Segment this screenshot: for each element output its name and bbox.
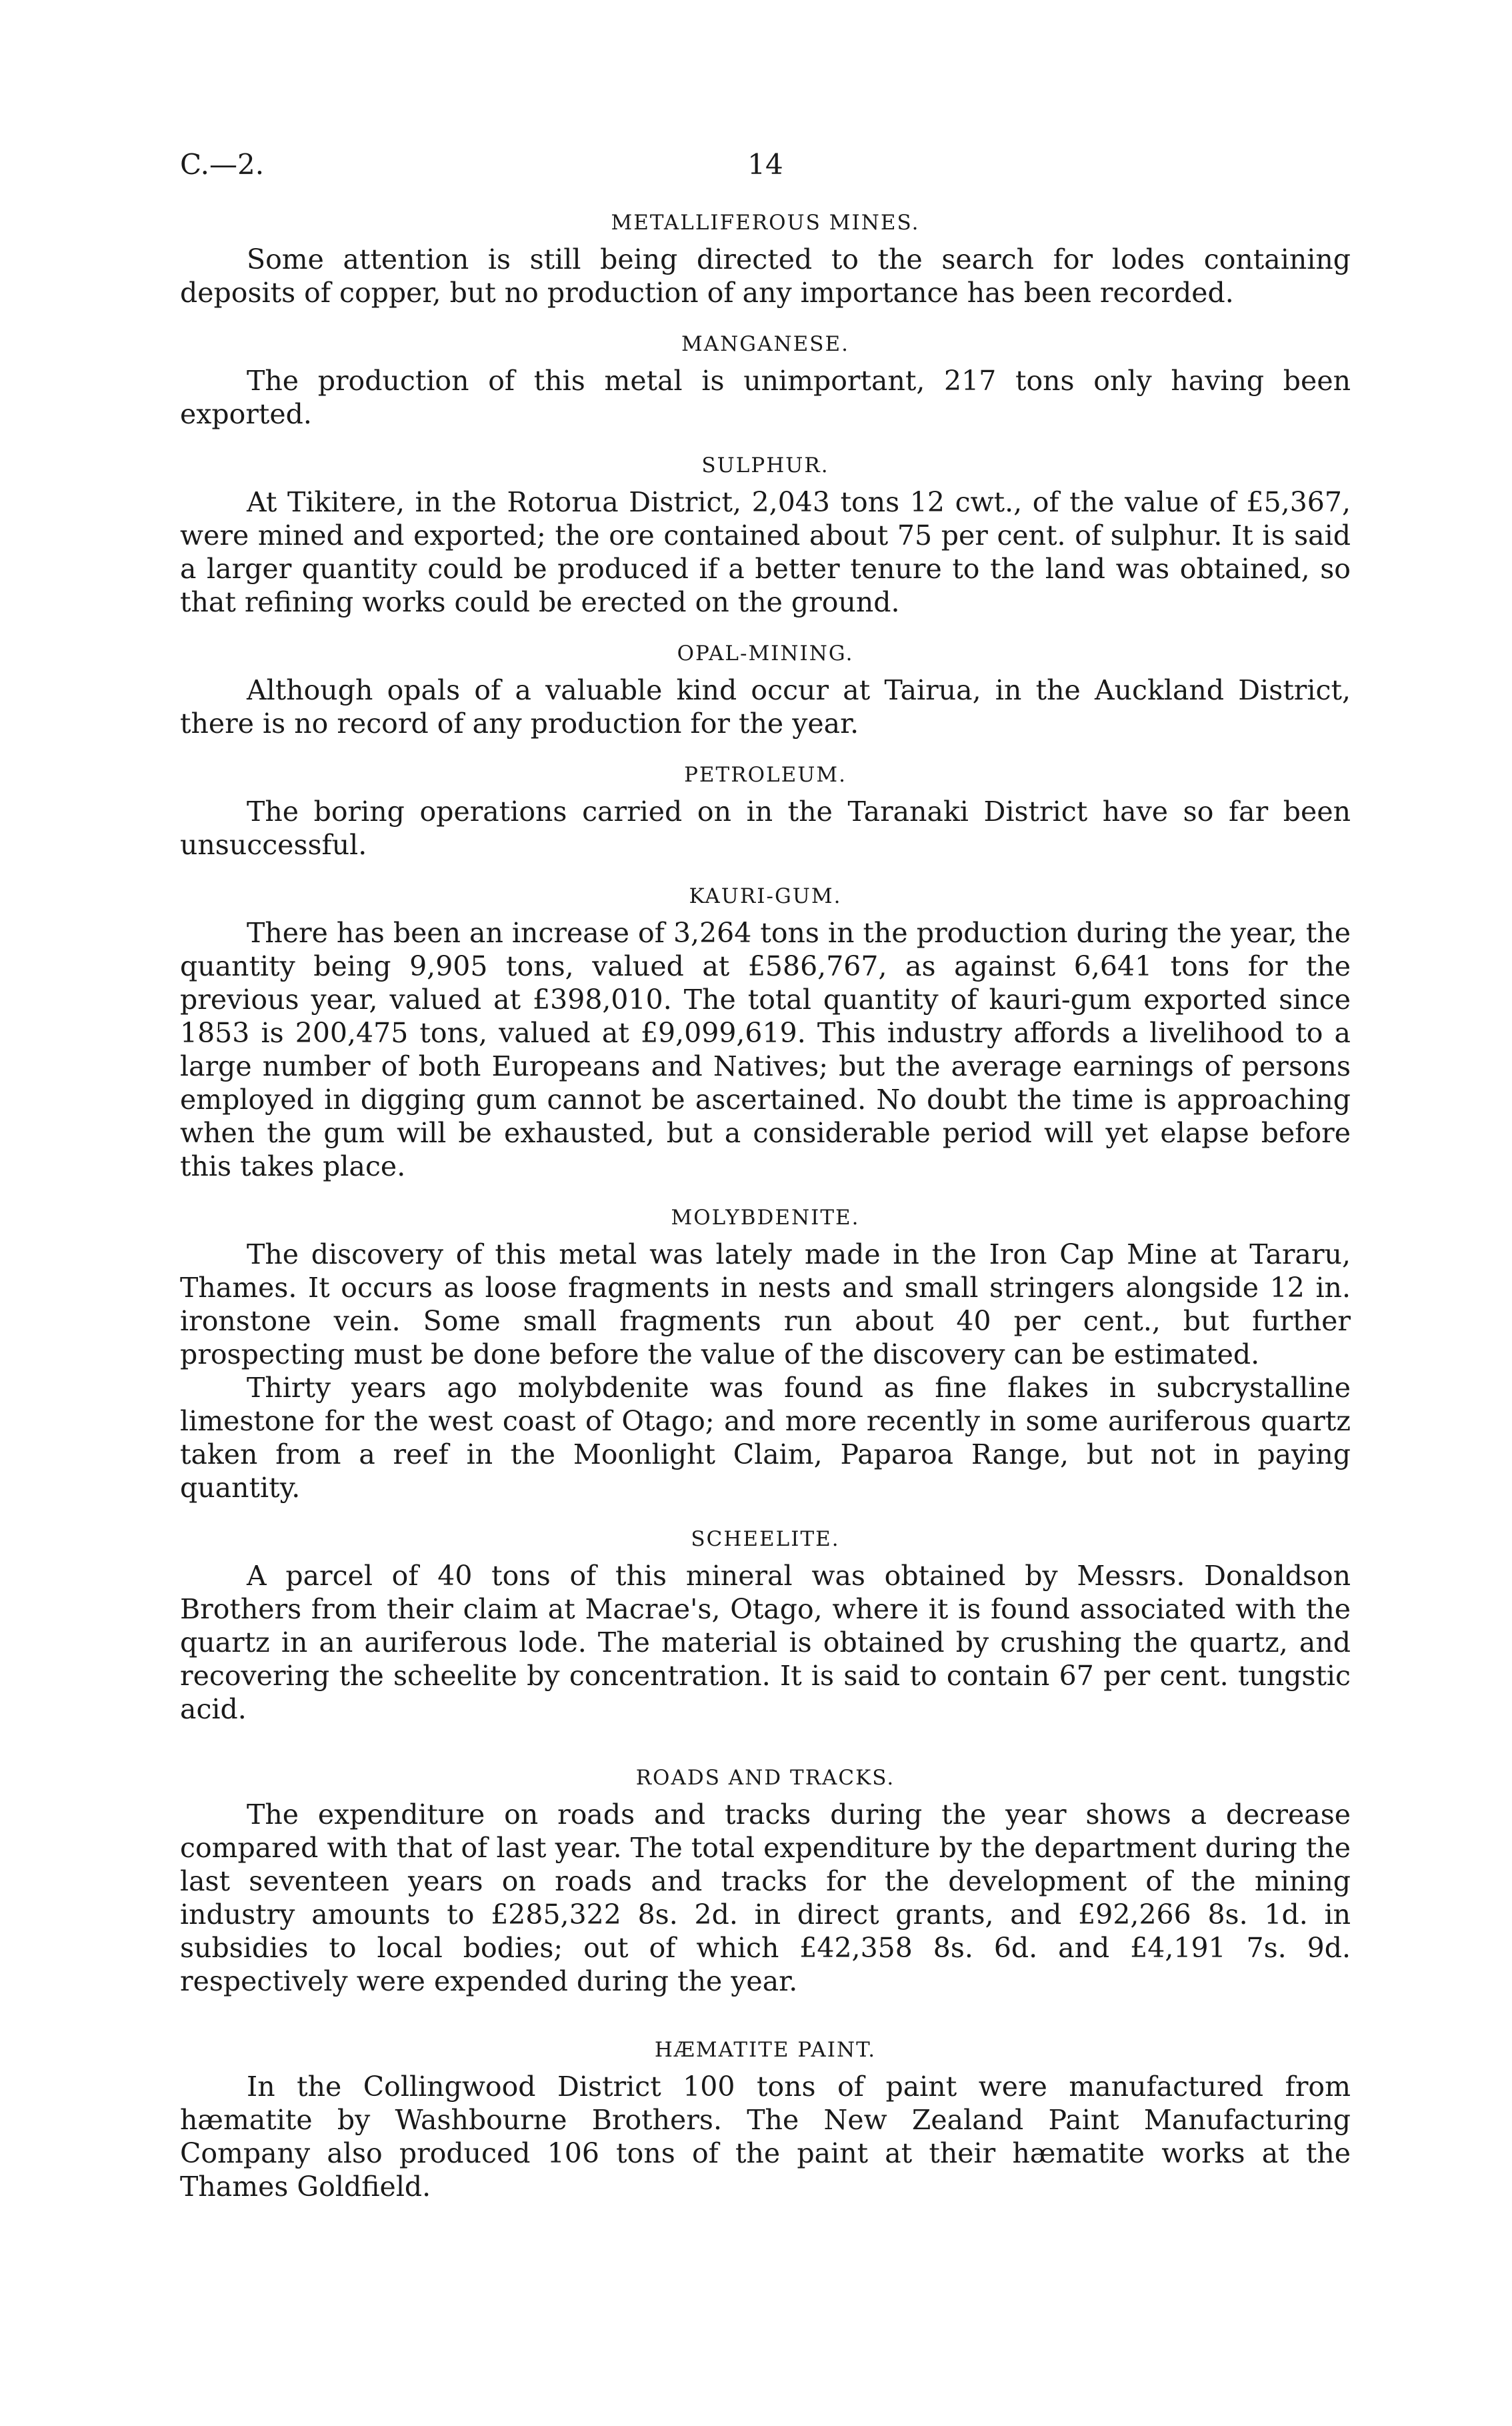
section-heading: SCHEELITE. [691,1527,840,1551]
section-metalliferous-mines [180,208,1351,309]
section-sulphur [180,451,1351,619]
page-number: 14 [747,148,783,181]
section-heading: ROADS AND TRACKS. [635,1766,895,1790]
section-paragraph: The expenditure on roads and tracks during the year shows a decrease compared with that of last year. The total expenditure by the department during the last seventeen years on roads and tracks for the development of the mining industry amounts to £285,322 8s. 2d. in direct grants, and £92,266 8s. 1d. in subsidies to local bodies; out of which £42,358 8s. 6d. and £4,191 7s. 9d. respectively were expended during the year. [180,1798,1351,1997]
section-paragraph: Although opals of a valuable kind occur at Tairua, in the Auckland District, there is no record of any production for the year. [180,674,1351,740]
section-paragraph: A parcel of 40 tons of this mineral was obtained by Messrs. Donaldson Brothers from their claim at Macrae's, Otago, where it is found associated with the quartz in an auriferous lode. The material is obtained by crushing the quartz, and recovering the scheelite by concentration. It is said to contain 67 per cent. tungstic acid. [180,1560,1351,1725]
section-paragraph: The boring operations carried on in the Taranaki District have so far been unsuccessful. [180,796,1351,861]
page-header [180,148,1351,188]
section-paragraph: At Tikitere, in the Rotorua District, 2,043 tons 12 cwt., of the value of £5,367, were mined and exported; the ore contained about 75 per cent. of sulphur. It is said a larger quantity could be produced if a better tenure to the land was obtained, so that refining works could be erected on the ground. [180,486,1351,618]
section-paragraph: Thirty years ago molybdenite was found as fine flakes in subcrystalline limestone for the west coast of Otago; and more recently in some auriferous quartz taken from a reef in the Moonlight Claim, Paparoa Range, but not in paying quantity. [180,1372,1351,1504]
section-heading: OPAL-MINING. [677,642,854,666]
section-manganese [180,329,1351,431]
section-heading: MOLYBDENITE. [671,1206,860,1230]
section-heading: MANGANESE. [681,332,849,356]
section-heading: PETROLEUM. [684,763,847,787]
document-reference: C.—2. [180,148,265,181]
section-paragraph: Some attention is still being directed to the search for lodes containing deposits of copper, but no production of any importance has been recorded. [180,243,1351,309]
section-heading: HÆMATITE PAINT. [654,2038,877,2062]
page-content [180,208,1351,2223]
section-paragraph: In the Collingwood District 100 tons of paint were manufactured from hæmatite by Washbourne Brothers. The New Zealand Paint Manufacturing Company also produced 106 tons of the paint at their hæmatite works at the Thames Goldfield. [180,2071,1351,2203]
section-heading: KAURI-GUM. [689,884,842,908]
section-heading: METALLIFEROUS MINES. [611,211,920,235]
section-opal-mining [180,639,1351,740]
section-molybdenite [180,1203,1351,1504]
document-page [180,0,1351,2426]
section-kauri-gum [180,882,1351,1183]
section-paragraph: The production of this metal is unimportant, 217 tons only having been exported. [180,365,1351,430]
section-petroleum [180,760,1351,862]
section-haematite-paint [180,2035,1351,2203]
section-paragraph: The discovery of this metal was lately made in the Iron Cap Mine at Tararu, Thames. It occurs as loose fragments in nests and small stringers alongside 12 in. ironstone vein. Some small fragments run about 40 per cent., but further prospecting must be done before the value of the discovery can be estimated. [180,1238,1351,1370]
section-roads-and-tracks [180,1763,1351,1998]
section-paragraph: There has been an increase of 3,264 tons in the production during the year, the quantity being 9,905 tons, valued at £586,767, as against 6,641 tons for the previous year, valued at £398,010. The total quantity of kauri-gum exported since 1853 is 200,475 tons, valued at £9,099,619. This industry affords a livelihood to a large number of both Europeans and Natives; but the average earnings of persons employed in digging gum cannot be ascertained. No doubt the time is approaching when the gum will be exhausted, but a considerable period will yet elapse before this takes place. [180,917,1351,1182]
section-scheelite [180,1524,1351,1726]
section-heading: SULPHUR. [701,453,829,477]
